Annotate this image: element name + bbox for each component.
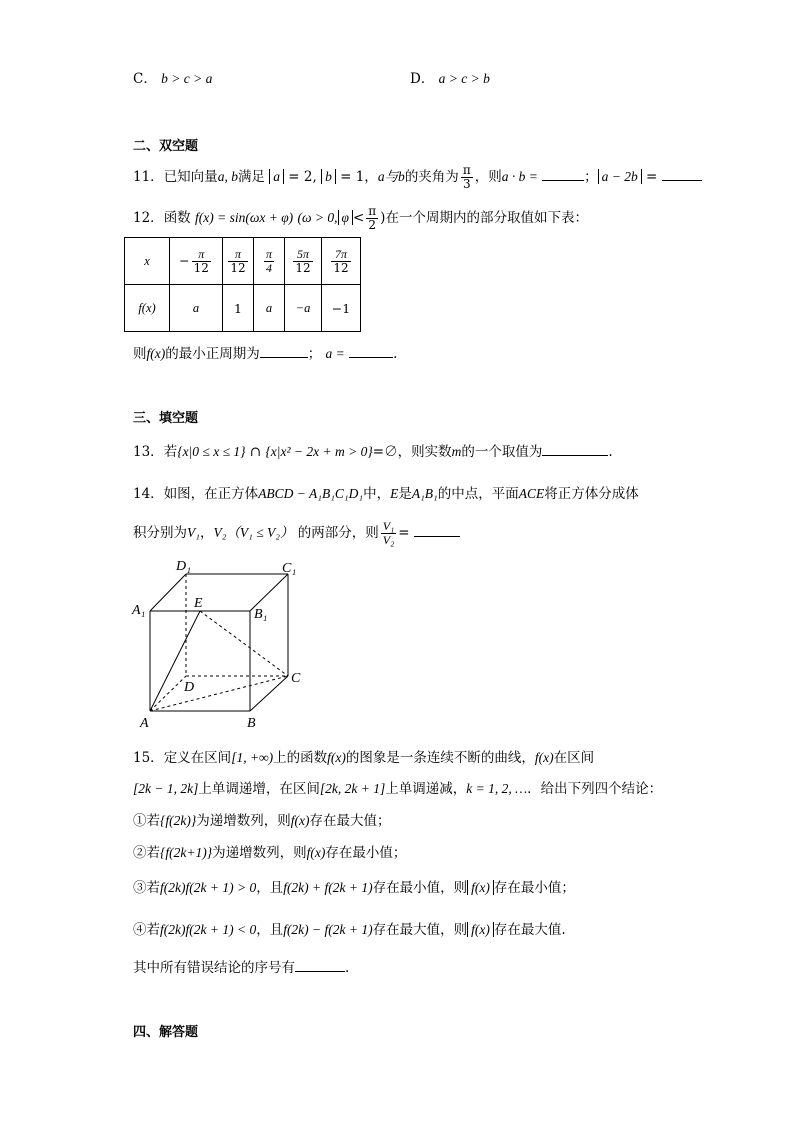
conclusion-seq: {f(2k)} — [160, 813, 197, 828]
q12-answer-blank-2[interactable] — [349, 345, 393, 358]
q13-eq: =∅ — [372, 444, 398, 460]
q14-seg: A₁B₁ — [411, 486, 438, 501]
q11-text-2: 满足 — [237, 169, 265, 185]
q12-cond-close: ) — [380, 210, 386, 226]
q11-dot: a · b = — [501, 169, 538, 184]
question-12 — [133, 205, 588, 232]
conclusion-abs: f(x) — [467, 922, 494, 937]
label-d1: D₁ — [176, 559, 191, 574]
label-a1: A₁ — [132, 603, 146, 618]
q11-number: 11． — [133, 169, 164, 185]
q13-number: 13． — [133, 444, 164, 460]
q11-answer-blank-1[interactable] — [542, 168, 584, 181]
q13-end: . — [608, 444, 613, 460]
q12-cond: (ω > 0, — [297, 210, 338, 225]
q14-fraction — [381, 520, 397, 547]
label-e: E — [194, 596, 203, 611]
conclusion-text-3: 存在最大值； — [309, 813, 391, 829]
q14-answer-blank[interactable] — [414, 524, 460, 537]
q15-conclusion-3 — [133, 876, 575, 896]
q11-abs-expr: a − 2b — [598, 169, 642, 184]
conclusion-text-3: 存在最小值，则 — [372, 880, 468, 896]
hidden-edge-ad — [150, 676, 186, 711]
q12-text: 函数 — [163, 210, 191, 226]
q15-text-7: ．给出下列四个结论： — [527, 781, 663, 797]
q11-vec: a与b — [377, 169, 405, 184]
q14-text-7: 的两部分，则 — [297, 525, 379, 541]
section-heading-4: 四、解答题 — [133, 1025, 199, 1040]
conclusion-ineq: f(2k)f(2k + 1) < 0 — [160, 922, 257, 937]
q15-text-3: 的图象是一条连续不断的曲线， — [345, 750, 535, 766]
table-sign: − — [179, 252, 190, 268]
table-cell: −1 — [322, 285, 361, 332]
table-frac-den: 12 — [295, 260, 311, 275]
table-cell: 1 — [223, 285, 254, 332]
conclusion-text-3: 存在最大值，则 — [372, 922, 468, 938]
question-13 — [133, 440, 613, 460]
q14-text-4: 的中点，平面 — [437, 486, 519, 502]
conclusion-f: f(x) — [290, 813, 310, 828]
q15-interval: [1, +∞) — [231, 750, 274, 765]
conclusion-text-2: 为递增数列，则 — [196, 813, 291, 829]
q15-int1: [2k − 1, 2k] — [133, 781, 199, 796]
conclusion-expr: f(2k) − f(2k + 1) — [283, 922, 373, 937]
q13-cap: ∩ — [249, 444, 262, 460]
q11-abs-a: a — [269, 169, 284, 184]
q15-number: 15． — [133, 750, 164, 766]
q12-tail-3: ； — [307, 346, 322, 362]
conclusion-text: 若 — [146, 813, 160, 829]
q15-ask: 其中所有错误结论的序号有 — [133, 960, 295, 976]
q14-text-5: 将正方体分成体 — [544, 486, 639, 502]
q12-lt: < — [352, 210, 365, 226]
q13-text: 若 — [163, 444, 178, 460]
question-15-line-2 — [133, 777, 662, 797]
q15-text-5: 上单调递增，在区间 — [198, 781, 320, 797]
table-frac-den: 12 — [333, 260, 349, 275]
q13-set2: {x|x² − 2x + m > 0} — [265, 444, 373, 459]
question-14 — [133, 482, 639, 502]
q11-eq1: = 2, — [288, 169, 317, 185]
option-d — [410, 67, 490, 87]
q12-tail-2: 的最小正周期为 — [165, 346, 260, 362]
q13-m: m — [451, 444, 462, 459]
table-frac-den: 12 — [193, 260, 209, 275]
table-cell — [170, 238, 223, 285]
q11-vars: a, b — [217, 169, 238, 184]
table-cell: x — [125, 238, 170, 285]
q15-conclusion-2 — [133, 841, 406, 861]
q13-set1: {x|0 ≤ x ≤ 1} — [177, 444, 246, 459]
option-d-expr: a > c > b — [438, 71, 490, 86]
table-frac-num: π — [192, 248, 211, 262]
q12-frac-num: π — [368, 204, 377, 218]
conclusion-expr: f(2k) + f(2k + 1) — [283, 880, 373, 895]
table-frac-num: π — [228, 248, 247, 262]
q15-kvals: k = 1, 2, … — [466, 781, 528, 796]
q12-text-2: 在一个周期内的部分取值如下表： — [385, 210, 588, 226]
q11-frac-den: 3 — [462, 177, 471, 191]
q12-tail-a: a = — [325, 346, 345, 361]
q14-text: 如图，在正方体 — [163, 486, 259, 502]
q14-comma: ， — [199, 525, 214, 541]
conclusion-seq: {f(2k+1)} — [160, 845, 213, 860]
q15-answer-blank[interactable] — [295, 959, 345, 972]
q14-cond: （V₁ ≤ V₂） — [226, 525, 294, 540]
table-frac-den: 12 — [230, 260, 246, 275]
conclusion-mark: ② — [133, 845, 147, 861]
option-d-label: D． — [410, 71, 435, 87]
q12-tail-1: 则 — [133, 346, 147, 362]
cube-figure — [128, 556, 308, 731]
label-b: B — [247, 716, 256, 731]
option-c-expr: b > c > a — [161, 71, 213, 86]
q12-tail-4: . — [393, 346, 398, 362]
table-cell: f(x) — [125, 285, 170, 332]
q14-frac-den: V₂ — [382, 533, 395, 547]
q14-number: 14． — [133, 486, 164, 502]
q14-v1: V₁ — [187, 525, 200, 540]
option-c — [133, 67, 212, 87]
edge-a1d1 — [150, 574, 186, 611]
table-frac-num: π — [265, 246, 272, 261]
label-c: C — [291, 671, 301, 686]
hidden-segment-ac — [150, 676, 288, 711]
conclusion-text: 若 — [146, 922, 160, 938]
q13-text-2: ，则实数 — [397, 444, 452, 460]
q15-fx2: f(x) — [534, 750, 554, 765]
conclusion-text-3: 存在最小值； — [325, 845, 407, 861]
segment-ae — [150, 611, 200, 711]
question-15 — [133, 746, 594, 766]
table-frac-num: 5π — [293, 248, 312, 262]
q12-tail-f: f(x) — [146, 346, 166, 361]
label-b1: B₁ — [254, 607, 268, 622]
q11-text-4: 的夹角为 — [404, 169, 459, 185]
option-c-label: C． — [133, 71, 157, 87]
label-a: A — [140, 716, 149, 731]
conclusion-abs: f(x) — [467, 880, 494, 895]
table-cell: a — [254, 285, 285, 332]
table-frac-num: 7π — [331, 248, 350, 262]
q11-abs-b: b — [321, 169, 336, 184]
q11-text: 已知向量 — [163, 169, 218, 185]
q11-eq3: = — [646, 169, 658, 185]
q14-eq: = — [398, 525, 410, 541]
section-heading-3: 三、填空题 — [133, 411, 199, 426]
q11-frac-num: π — [462, 163, 471, 177]
question-14-line-2 — [133, 520, 460, 547]
edge-b1c1 — [250, 574, 288, 611]
label-d: D — [184, 680, 195, 695]
q12-func: f(x) = sin(ωx + φ) — [194, 210, 294, 225]
q12-frac-den: 2 — [368, 218, 377, 232]
conclusion-text-2: 为递增数列，则 — [212, 845, 307, 861]
conclusion-mark: ③ — [133, 880, 147, 896]
q15-conclusion-4 — [133, 918, 566, 938]
table-cell — [322, 238, 361, 285]
q14-e: E — [390, 486, 399, 501]
conclusion-text: 若 — [146, 845, 160, 861]
conclusion-mark: ④ — [133, 922, 147, 938]
table-cell — [254, 238, 285, 285]
q15-text-2: 上的函数 — [273, 750, 328, 766]
table-cell — [223, 238, 254, 285]
section-heading-2: 二、双空题 — [133, 139, 199, 154]
q15-text-4: 在区间 — [553, 750, 595, 766]
q15-question — [133, 956, 349, 976]
conclusion-text: 若 — [146, 880, 160, 896]
q12-answer-blank-1[interactable] — [260, 345, 308, 358]
q12-abs-phi: φ — [338, 210, 353, 225]
table-row — [125, 238, 361, 285]
q13-answer-blank[interactable] — [542, 443, 608, 456]
label-c1: C₁ — [282, 561, 297, 576]
q13-text-3: 的一个取值为 — [461, 444, 543, 460]
question-12-tail — [133, 342, 397, 362]
q14-frac-num: V₁ — [382, 519, 395, 533]
q15-int2: [2k, 2k + 1] — [319, 781, 386, 796]
table-cell: −a — [285, 285, 322, 332]
q14-plane: ACE — [518, 486, 545, 501]
conclusion-text-4: 存在最大值. — [493, 922, 566, 938]
conclusion-f: f(x) — [306, 845, 326, 860]
conclusion-text-2: ，且 — [256, 922, 284, 938]
table-cell — [285, 238, 322, 285]
q14-v2: V₂ — [213, 525, 227, 540]
q15-text-6: 上单调递减， — [385, 781, 467, 797]
q11-text-5: ，则 — [474, 169, 502, 185]
conclusion-text-4: 存在最小值； — [493, 880, 575, 896]
values-table — [124, 237, 361, 332]
q11-answer-blank-2[interactable] — [662, 168, 702, 181]
conclusion-mark: ① — [133, 813, 147, 829]
q12-fraction — [366, 205, 378, 232]
q12-number: 12． — [133, 210, 164, 226]
q14-text-3: 是 — [398, 486, 412, 502]
question-11 — [133, 164, 702, 191]
q15-conclusion-1 — [133, 809, 391, 829]
conclusion-ineq: f(2k)f(2k + 1) > 0 — [160, 880, 257, 895]
q14-text-2: 中， — [363, 486, 391, 502]
q11-sep: ； — [584, 169, 598, 185]
table-frac-den: 4 — [265, 260, 272, 275]
table-row — [125, 285, 361, 332]
q11-fraction — [461, 164, 473, 191]
table-cell: a — [170, 285, 223, 332]
conclusion-text-2: ，且 — [256, 880, 284, 896]
q15-ask-end: . — [345, 960, 350, 976]
q15-text: 定义在区间 — [163, 750, 232, 766]
q15-fx: f(x) — [327, 750, 346, 765]
hidden-segment-ec — [200, 611, 288, 676]
q11-eq2: = 1， — [340, 169, 378, 185]
q14-cube: ABCD − A₁B₁C₁D₁ — [258, 486, 364, 501]
q14-text-6: 积分别为 — [133, 525, 187, 541]
